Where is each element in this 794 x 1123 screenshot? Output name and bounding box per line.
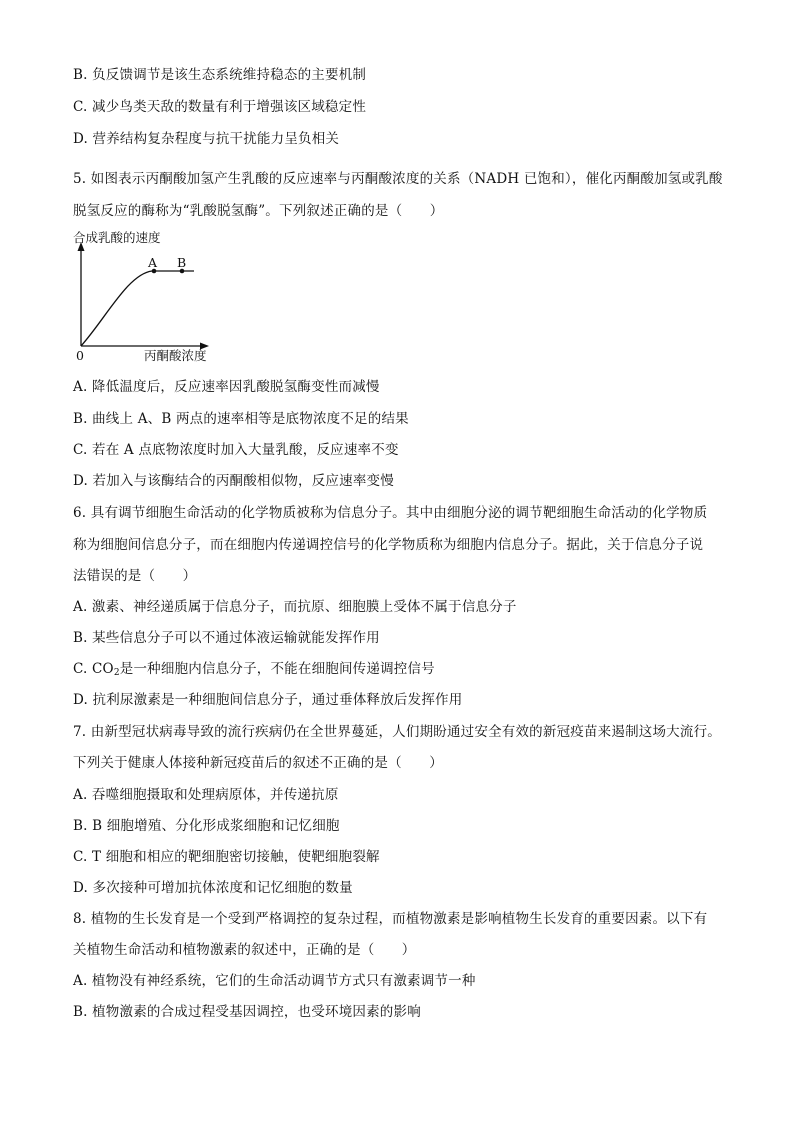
q5-stem-line-1: 5. 如图表示丙酮酸加氢产生乳酸的反应速率与丙酮酸浓度的关系（NADH 已饱和），催化丙酮酸加氢或乳酸 [73, 171, 723, 187]
q4-option-b: B. 负反馈调节是该生态系统维持稳态的主要机制 [73, 67, 367, 83]
q5-stem-line-2: 脱氢反应的酶称为“乳酸脱氢酶”。下列叙述正确的是（ ） [73, 203, 444, 219]
q6-stem-line-2: 称为细胞间信息分子，而在细胞内传递调控信号的化学物质称为细胞内信息分子。据此，关于信息分子说 [73, 537, 704, 553]
q5-option-d: D. 若加入与该酶结合的丙酮酸相似物，反应速率变慢 [73, 473, 394, 489]
q7-option-a: A. 吞噬细胞摄取和处理病原体，并传递抗原 [73, 787, 339, 803]
q6-option-c-suffix: 是一种细胞内信息分子，不能在细胞间传递调控信号 [119, 661, 435, 677]
q5-option-b: B. 曲线上 A、B 两点的速率相等是底物浓度不足的结果 [73, 411, 409, 427]
q5-option-c: C. 若在 A 点底物浓度时加入大量乳酸，反应速率不变 [73, 442, 399, 458]
x-axis-label: 丙酮酸浓度 [144, 348, 207, 363]
q7-option-d: D. 多次接种可增加抗体浓度和记忆细胞的数量 [73, 880, 353, 896]
q6-stem-line-3: 法错误的是（ ） [73, 568, 197, 584]
q5-rate-graph [66, 226, 226, 368]
q8-stem-line-1: 8. 植物的生长发育是一个受到严格调控的复杂过程，而植物激素是影响植物生长发育的重要因素。以下有 [73, 911, 708, 927]
q7-stem-line-2: 下列关于健康人体接种新冠疫苗后的叙述不正确的是（ ） [73, 755, 443, 771]
y-axis-label: 合成乳酸的速度 [73, 230, 161, 245]
q7-stem-line-1: 7. 由新型冠状病毒导致的流行疾病仍在全世界蔓延，人们期盼通过安全有效的新冠疫苗来遏制这场大流行。 [73, 724, 721, 740]
q6-option-a: A. 激素、神经递质属于信息分子，而抗原、细胞膜上受体不属于信息分子 [73, 599, 517, 615]
q4-option-c: C. 减少鸟类天敌的数量有利于增强该区域稳定性 [73, 99, 367, 115]
q5-option-a: A. 降低温度后，反应速率因乳酸脱氢酶变性而减慢 [73, 379, 380, 395]
q8-option-b: B. 植物激素的合成过程受基因调控，也受环境因素的影响 [73, 1004, 421, 1020]
point-b-label: B [177, 255, 187, 270]
q6-option-c-subscript: 2 [113, 668, 120, 678]
q6-option-c-prefix: C. CO [73, 661, 114, 677]
q8-option-a: A. 植物没有神经系统，它们的生命活动调节方式只有激素调节一种 [73, 973, 476, 989]
q7-option-c: C. T 细胞和相应的靶细胞密切接触，使靶细胞裂解 [73, 849, 380, 865]
rate-curve [81, 271, 194, 346]
q7-option-b: B. B 细胞增殖、分化形成浆细胞和记忆细胞 [73, 818, 340, 834]
q8-stem-line-2: 关植物生命活动和植物激素的叙述中，正确的是（ ） [73, 942, 416, 958]
q5-rate-graph-svg [66, 226, 226, 368]
q6-option-c [73, 660, 435, 678]
q6-option-b: B. 某些信息分子可以不通过体液运输就能发挥作用 [73, 630, 380, 646]
point-a-label: A [148, 255, 158, 270]
q6-stem-line-1: 6. 具有调节细胞生命活动的化学物质被称为信息分子。其中由细胞分泌的调节靶细胞生命活动的化学物质 [73, 505, 708, 521]
q6-option-d: D. 抗利尿激素是一种细胞间信息分子，通过垂体释放后发挥作用 [73, 692, 463, 708]
origin-label: 0 [76, 348, 84, 363]
q4-option-d: D. 营养结构复杂程度与抗干扰能力呈负相关 [73, 131, 340, 147]
